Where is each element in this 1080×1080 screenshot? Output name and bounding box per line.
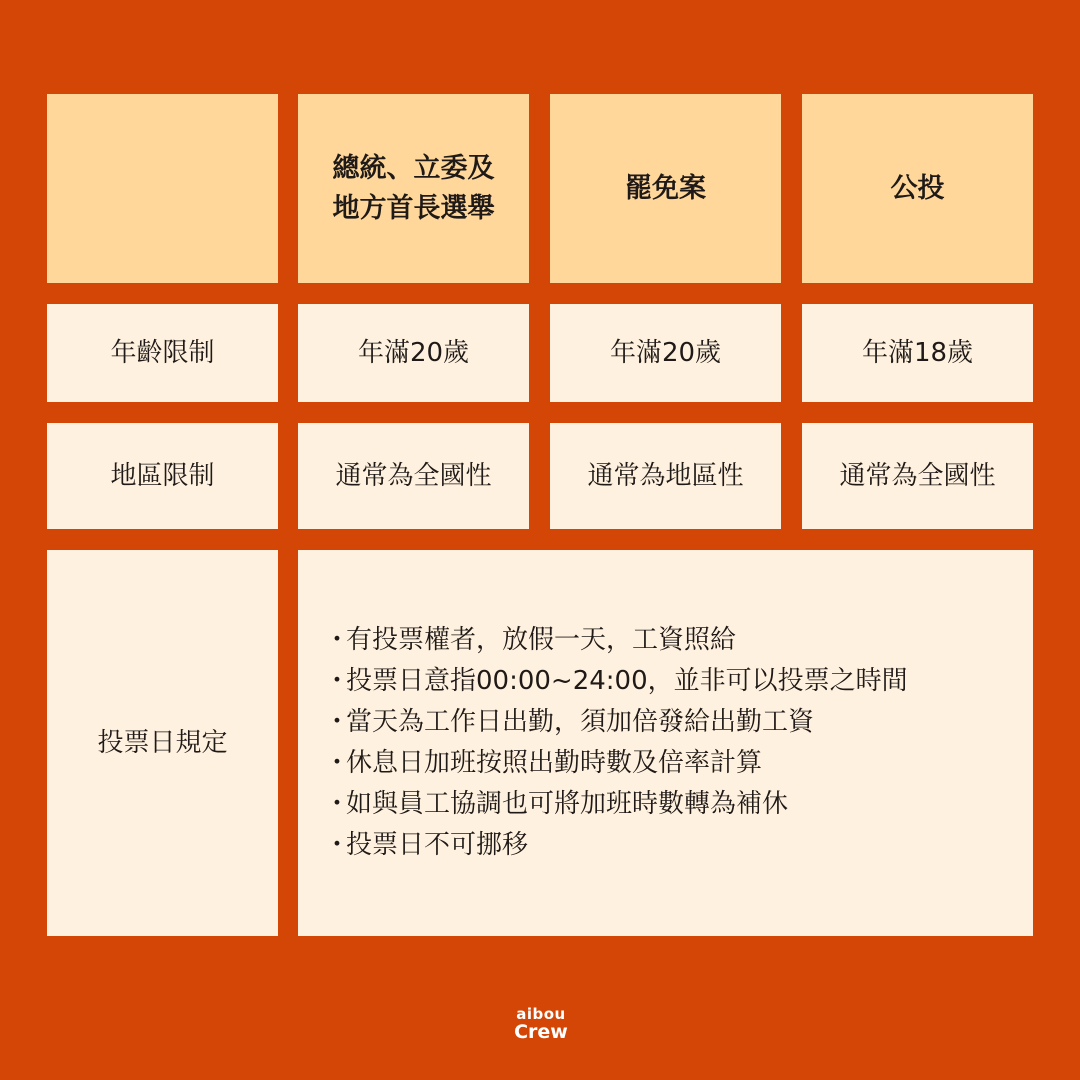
- bullet-mark: ・: [324, 625, 351, 655]
- aibou-crew-logo: [506, 999, 576, 1049]
- age-limit-referendum-cell: [802, 304, 1033, 402]
- logo-line2: Crew: [514, 1020, 568, 1043]
- age-limit-election-cell: [298, 304, 529, 402]
- bullet-mark: ・: [324, 707, 351, 737]
- header-election-line2: 地方首長選舉: [332, 192, 495, 224]
- rule-item: [324, 661, 908, 702]
- region-limit-label: 地區限制: [110, 461, 215, 491]
- rule-text: 投票日意指00:00~24:00，並非可以投票之時間: [346, 666, 908, 696]
- logo-line1: aibou: [516, 1004, 566, 1023]
- age-limit-recall-value: 年滿20歲: [609, 338, 722, 368]
- bullet-mark: ・: [324, 748, 351, 778]
- region-limit-election-cell: [298, 423, 529, 529]
- header-recall-cell: [550, 94, 781, 283]
- rule-item: [324, 825, 908, 866]
- rule-text: 休息日加班按照出勤時數及倍率計算: [346, 748, 763, 778]
- header-election-line1: 總統、立委及: [332, 152, 495, 184]
- header-election-label: [333, 149, 495, 229]
- header-referendum-label: 公投: [890, 172, 945, 204]
- rule-item: [324, 620, 908, 661]
- region-limit-referendum-cell: [802, 423, 1033, 529]
- region-limit-recall-cell: [550, 423, 781, 529]
- region-limit-recall-value: 通常為地區性: [587, 461, 744, 491]
- header-referendum-cell: [802, 94, 1033, 283]
- age-limit-referendum-value: 年滿18歲: [861, 338, 974, 368]
- rule-item: [324, 743, 908, 784]
- age-limit-election-value: 年滿20歲: [357, 338, 470, 368]
- header-empty-cell: [47, 94, 278, 283]
- vote-day-rules-list: [324, 620, 908, 866]
- bullet-mark: ・: [324, 666, 351, 696]
- vote-day-label: 投票日規定: [97, 728, 228, 758]
- vote-day-rules-cell: [298, 550, 1033, 936]
- rule-text: 有投票權者，放假一天，工資照給: [346, 625, 737, 655]
- age-limit-label-cell: [47, 304, 278, 402]
- age-limit-recall-cell: [550, 304, 781, 402]
- age-limit-label: 年齡限制: [110, 338, 215, 368]
- region-limit-label-cell: [47, 423, 278, 529]
- rule-text: 如與員工協調也可將加班時數轉為補休: [346, 789, 789, 819]
- region-limit-referendum-value: 通常為全國性: [839, 461, 996, 491]
- header-election-cell: [298, 94, 529, 283]
- rule-item: [324, 702, 908, 743]
- bullet-mark: ・: [324, 830, 351, 860]
- rule-text: 投票日不可挪移: [346, 830, 529, 860]
- region-limit-election-value: 通常為全國性: [335, 461, 492, 491]
- bullet-mark: ・: [324, 789, 351, 819]
- rule-item: [324, 784, 908, 825]
- header-recall-label: 罷免案: [625, 172, 706, 204]
- vote-day-label-cell: [47, 550, 278, 936]
- rule-text: 當天為工作日出勤，須加倍發給出勤工資: [346, 707, 815, 737]
